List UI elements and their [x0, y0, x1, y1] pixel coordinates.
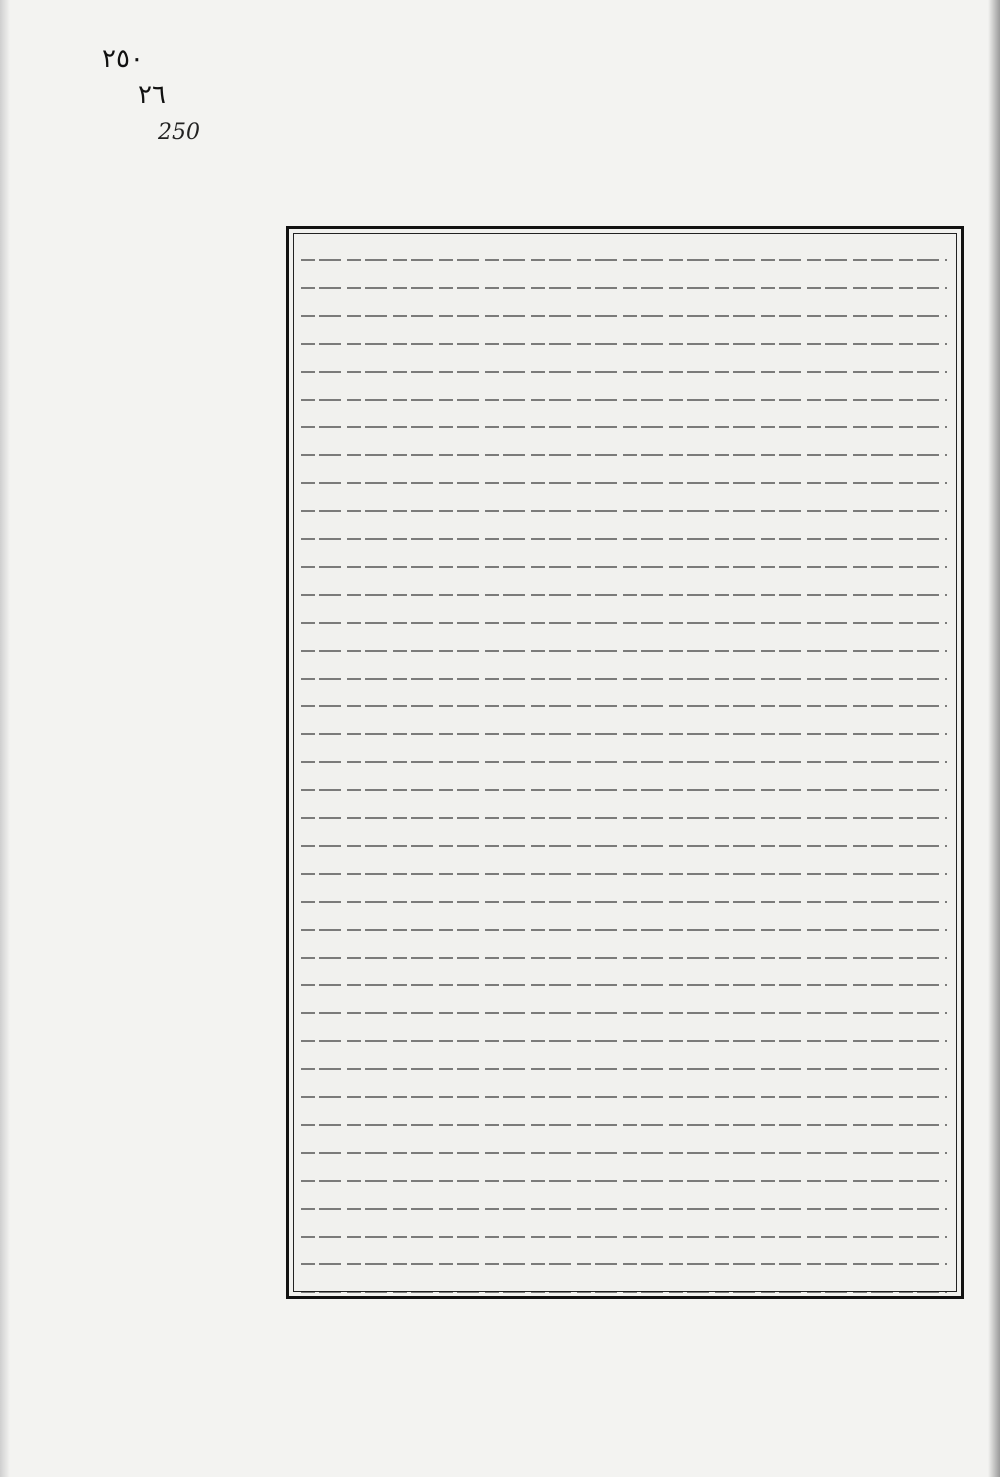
- text-line: [297, 937, 951, 965]
- text-line: [297, 295, 951, 323]
- handwriting-stroke: [301, 873, 947, 875]
- handwriting-stroke: [301, 622, 947, 624]
- handwriting-stroke: [301, 817, 947, 819]
- text-line: [297, 1048, 951, 1076]
- text-line: [297, 574, 951, 602]
- text-line: [297, 1104, 951, 1132]
- text-line: [297, 853, 951, 881]
- folio-number-arabic-top: ٢٥٠: [102, 44, 144, 74]
- text-line: [297, 964, 951, 992]
- handwriting-stroke: [301, 1152, 947, 1154]
- handwriting-stroke: [301, 929, 947, 931]
- handwriting-stroke: [301, 957, 947, 959]
- handwriting-stroke: [301, 984, 947, 986]
- text-line: [297, 351, 951, 379]
- handwriting-stroke: [301, 678, 947, 680]
- text-line: [297, 658, 951, 686]
- text-line: [297, 881, 951, 909]
- handwriting-stroke: [301, 594, 947, 596]
- folio-number-latin: 250: [158, 120, 200, 145]
- handwriting-stroke: [301, 1096, 947, 1098]
- text-line: [297, 379, 951, 407]
- text-line: [297, 797, 951, 825]
- handwriting-stroke: [301, 566, 947, 568]
- handwriting-stroke: [301, 1180, 947, 1182]
- handwriting-stroke: [301, 426, 947, 428]
- handwriting-stroke: [301, 1291, 947, 1293]
- handwriting-stroke: [301, 1012, 947, 1014]
- text-line: [297, 630, 951, 658]
- text-line: [297, 909, 951, 937]
- text-line: [297, 992, 951, 1020]
- text-line: [297, 741, 951, 769]
- handwriting-stroke: [301, 1208, 947, 1210]
- handwriting-stroke: [301, 454, 947, 456]
- handwriting-stroke: [301, 343, 947, 345]
- handwriting-stroke: [301, 845, 947, 847]
- handwriting-stroke: [301, 650, 947, 652]
- handwriting-stroke: [301, 259, 947, 261]
- handwriting-stroke: [301, 789, 947, 791]
- text-line: [297, 1216, 951, 1244]
- text-block: [297, 233, 951, 1290]
- text-line: [297, 1188, 951, 1216]
- handwriting-stroke: [301, 482, 947, 484]
- text-line: [297, 1020, 951, 1048]
- text-line: [297, 685, 951, 713]
- handwriting-stroke: [301, 1124, 947, 1126]
- text-line: [297, 239, 951, 267]
- text-frame: [286, 226, 964, 1299]
- text-line: [297, 1243, 951, 1271]
- handwriting-stroke: [301, 1263, 947, 1265]
- page-edge-shadow-left: [0, 0, 10, 1477]
- text-line: [297, 1160, 951, 1188]
- handwriting-stroke: [301, 371, 947, 373]
- text-line: [297, 1132, 951, 1160]
- folio-number-arabic-mid: ٢٦: [138, 80, 166, 110]
- handwriting-stroke: [301, 761, 947, 763]
- text-line: [297, 518, 951, 546]
- text-line: [297, 602, 951, 630]
- handwriting-stroke: [301, 901, 947, 903]
- handwriting-stroke: [301, 1068, 947, 1070]
- text-line: [297, 769, 951, 797]
- text-line: [297, 462, 951, 490]
- handwriting-stroke: [301, 705, 947, 707]
- text-line: [297, 1271, 951, 1299]
- text-line: [297, 267, 951, 295]
- handwriting-stroke: [301, 538, 947, 540]
- handwriting-stroke: [301, 1040, 947, 1042]
- handwriting-stroke: [301, 399, 947, 401]
- folio-numbers: [100, 40, 220, 150]
- text-line: [297, 406, 951, 434]
- handwriting-stroke: [301, 733, 947, 735]
- text-line: [297, 546, 951, 574]
- text-line: [297, 1076, 951, 1104]
- handwriting-stroke: [301, 510, 947, 512]
- text-line: [297, 825, 951, 853]
- handwriting-stroke: [301, 1236, 947, 1238]
- page-edge-shadow-right: [988, 0, 1000, 1477]
- text-line: [297, 713, 951, 741]
- handwriting-stroke: [301, 315, 947, 317]
- handwriting-stroke: [301, 287, 947, 289]
- text-line: [297, 434, 951, 462]
- text-line: [297, 323, 951, 351]
- text-line: [297, 490, 951, 518]
